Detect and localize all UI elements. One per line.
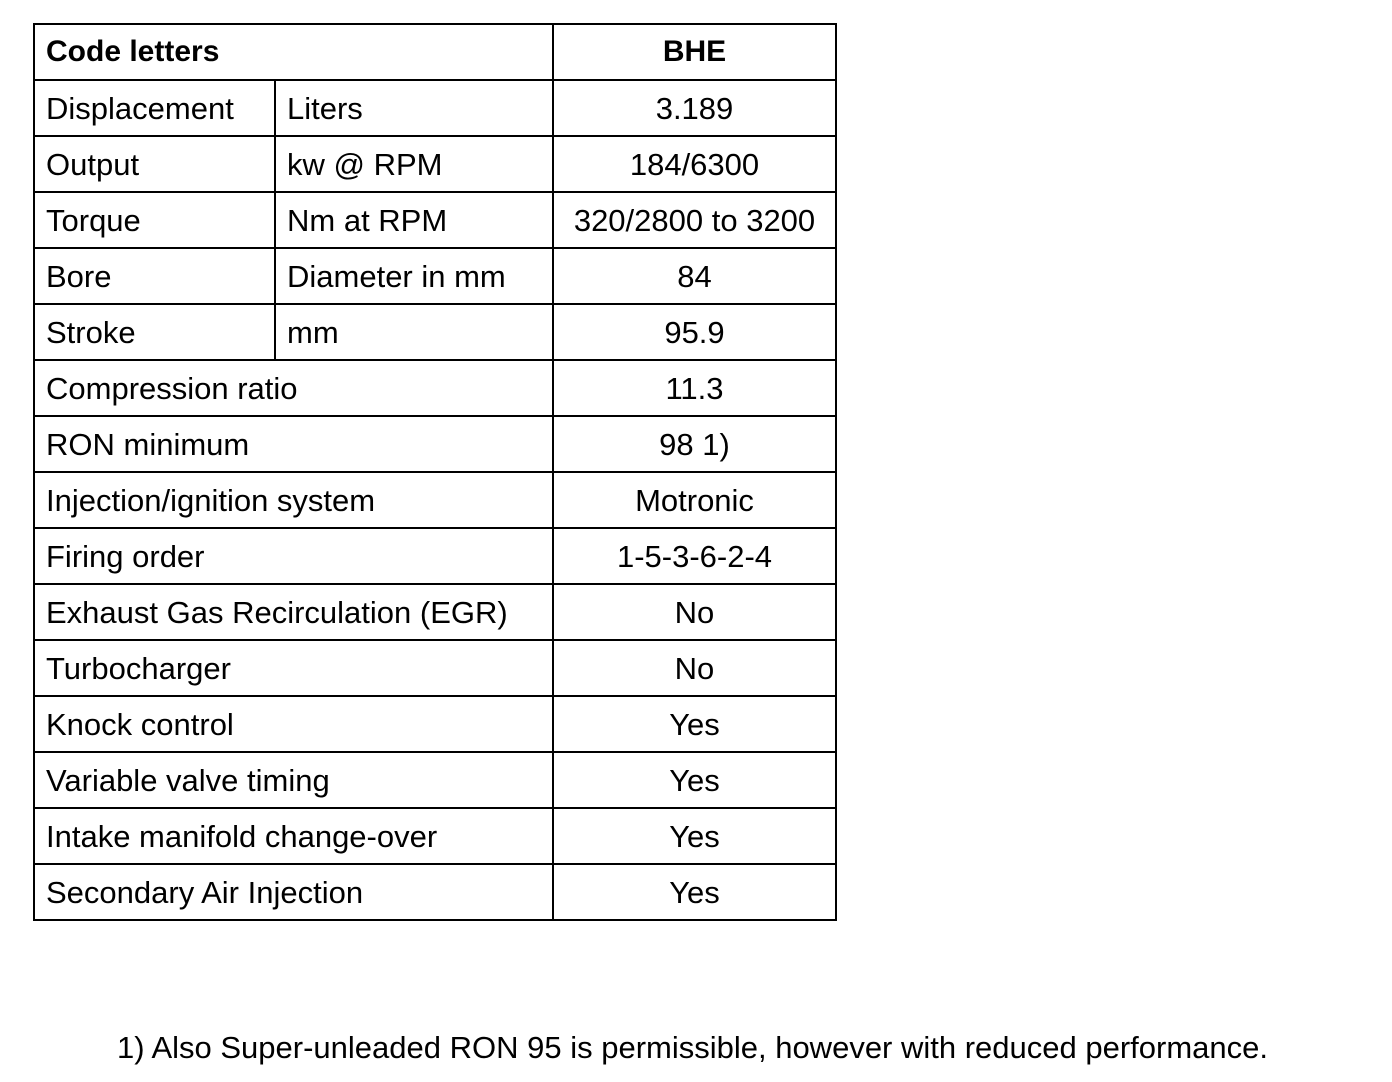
table-header-row: [34, 24, 836, 80]
value-cell: Yes: [553, 696, 836, 752]
table-row: [34, 640, 836, 696]
unit-cell: Nm at RPM: [275, 192, 553, 248]
value-cell: Yes: [553, 864, 836, 920]
param-cell: Bore: [34, 248, 275, 304]
value-cell: No: [553, 640, 836, 696]
table-row: [34, 136, 836, 192]
table-row: [34, 472, 836, 528]
table-row: [34, 696, 836, 752]
value-cell: 1-5-3-6-2-4: [553, 528, 836, 584]
unit-cell: mm: [275, 304, 553, 360]
table-row: [34, 752, 836, 808]
param-cell: Secondary Air Injection: [34, 864, 553, 920]
value-cell: 11.3: [553, 360, 836, 416]
param-cell: Turbocharger: [34, 640, 553, 696]
engine-spec-table: [33, 23, 837, 921]
param-cell: Displacement: [34, 80, 275, 136]
param-cell: Stroke: [34, 304, 275, 360]
param-cell: RON minimum: [34, 416, 553, 472]
param-cell: Firing order: [34, 528, 553, 584]
param-cell: Exhaust Gas Recirculation (EGR): [34, 584, 553, 640]
table-row: [34, 360, 836, 416]
table-row: [34, 808, 836, 864]
value-cell: Yes: [553, 752, 836, 808]
value-cell: 320/2800 to 3200: [553, 192, 836, 248]
unit-cell: Diameter in mm: [275, 248, 553, 304]
param-cell: Knock control: [34, 696, 553, 752]
value-cell: No: [553, 584, 836, 640]
table-row: [34, 416, 836, 472]
table-row: [34, 304, 836, 360]
table-row: [34, 80, 836, 136]
param-cell: Variable valve timing: [34, 752, 553, 808]
code-letters-value: BHE: [553, 24, 836, 80]
value-cell: Motronic: [553, 472, 836, 528]
value-cell: 3.189: [553, 80, 836, 136]
unit-cell: kw @ RPM: [275, 136, 553, 192]
code-letters-label: Code letters: [34, 24, 553, 80]
table-row: [34, 584, 836, 640]
value-cell: 98 1): [553, 416, 836, 472]
table-row: [34, 864, 836, 920]
table-row: [34, 528, 836, 584]
value-cell: 95.9: [553, 304, 836, 360]
param-cell: Output: [34, 136, 275, 192]
footnote: 1) Also Super-unleaded RON 95 is permissible, however with reduced performance.: [117, 1030, 1269, 1065]
value-cell: Yes: [553, 808, 836, 864]
param-cell: Torque: [34, 192, 275, 248]
value-cell: 184/6300: [553, 136, 836, 192]
param-cell: Compression ratio: [34, 360, 553, 416]
param-cell: Intake manifold change-over: [34, 808, 553, 864]
unit-cell: Liters: [275, 80, 553, 136]
table-row: [34, 192, 836, 248]
value-cell: 84: [553, 248, 836, 304]
param-cell: Injection/ignition system: [34, 472, 553, 528]
table-row: [34, 248, 836, 304]
